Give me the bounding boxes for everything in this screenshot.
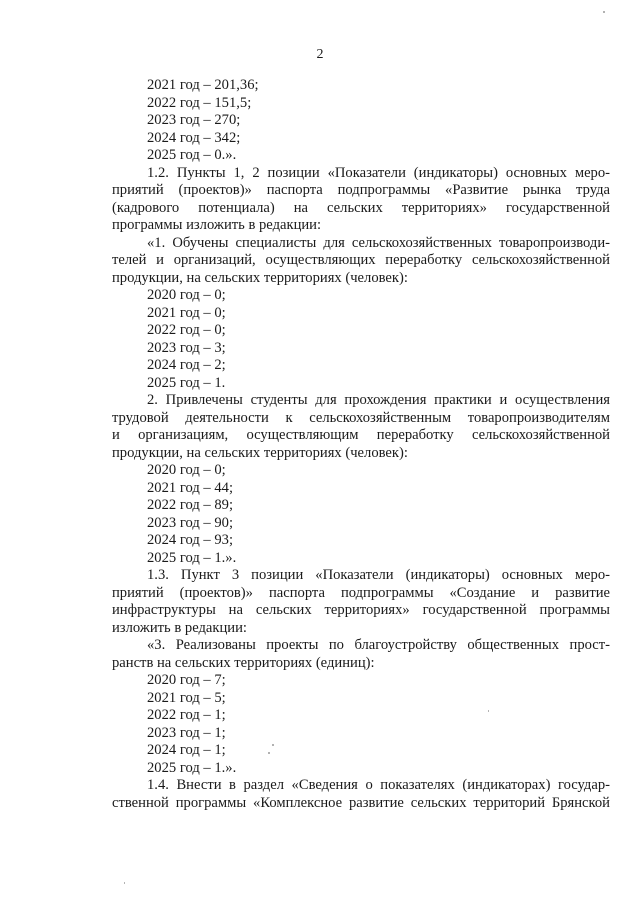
paragraph-line: 1.3. Пункт 3 позиции «Показатели (индикаторы) основных меро- [147,567,610,583]
page-number: 2 [316,47,324,62]
year-value-line: 2023 год – 270; [147,112,241,128]
year-value-line: 2022 год – 89; [147,497,234,513]
paragraph-line: 2. Привлечены студенты для прохождения практики и осуществления [147,392,610,408]
paragraph-line: продукции, на сельских территориях (человек): [112,269,408,286]
paragraph-line: программы изложить в редакции: [112,217,322,233]
year-value-line: 2024 год – 93; [147,532,234,548]
paragraph-line: и организациям, осуществляющим переработку сельскохозяйственной [112,427,610,443]
scan-speck [124,882,125,884]
scan-speck [488,710,489,712]
year-value-line: 2023 год – 90; [147,514,234,531]
year-value-line: 2024 год – 2; [147,357,226,373]
year-value-line: 2025 год – 1. [147,374,226,391]
year-value-line: 2025 год – 1.». [147,549,237,566]
paragraph-line: изложить в редакции: [112,619,247,636]
year-value-line: 2020 год – 7; [147,672,226,688]
year-value-line: 2025 год – 1.». [147,759,237,776]
paragraph-line: инфраструктуры на сельских территориях» государственной программы [112,602,610,618]
scan-speck [603,11,605,13]
paragraph-line: 1.2. Пункты 1, 2 позиции «Показатели (индикаторы) основных меро- [147,164,610,181]
year-value-line: 2022 год – 0; [147,322,226,338]
paragraph-line: приятий (проектов)» паспорта подпрограммы «Создание и развитие [112,584,610,601]
scan-speck [272,744,274,746]
paragraph-line: трудовой деятельности к сельскохозяйственным товаропроизводителям [112,409,610,426]
year-value-line: 2021 год – 5; [147,689,226,706]
year-value-line: 2022 год – 1; [147,707,226,723]
year-value-line: 2020 год – 0; [147,462,226,478]
year-value-line: 2024 год – 342; [147,129,241,146]
year-value-line: 2024 год – 1; [147,742,226,758]
year-value-line: 2021 год – 201,36; [147,77,259,93]
paragraph-line: ранств на сельских территориях (единиц): [112,654,375,671]
year-value-line: 2021 год – 44; [147,479,234,496]
paragraph-line: приятий (проектов)» паспорта подпрограммы «Развитие рынка труда [112,182,610,198]
document-body [112,77,610,812]
year-value-line: 2020 год – 0; [147,287,226,303]
paragraph-line: 1.4. Внести в раздел «Сведения о показателях (индикаторах) государ- [147,777,610,793]
paragraph-line: «1. Обучены специалисты для сельскохозяйственных товаропроизводи- [147,234,610,251]
scan-speck [268,752,270,754]
year-value-line: 2022 год – 151,5; [147,94,252,111]
year-value-line: 2021 год – 0; [147,304,226,321]
paragraph-line: «3. Реализованы проекты по благоустройству общественных прост- [147,637,610,653]
paragraph-line: телей и организаций, осуществляющих переработку сельскохозяйственной [112,252,610,268]
year-value-line: 2023 год – 3; [147,339,226,356]
paragraph-line: продукции, на сельских территориях (человек): [112,444,408,461]
paragraph-line: (кадрового потенциала) на сельских территориях» государственной [112,199,610,216]
paragraph-line: ственной программы «Комплексное развитие сельских территорий Брянской [112,794,610,811]
year-value-line: 2025 год – 0.». [147,147,237,163]
year-value-line: 2023 год – 1; [147,724,226,741]
